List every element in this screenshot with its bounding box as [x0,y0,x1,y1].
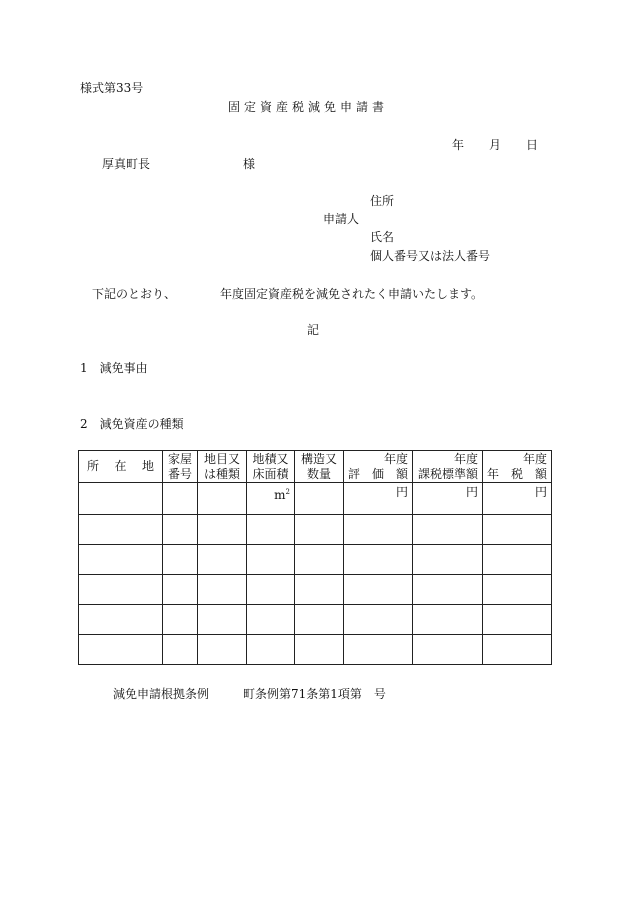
tax-amount-unit-cell[interactable] [483,483,552,515]
table-cell[interactable] [344,545,413,575]
table-cell[interactable] [295,575,344,605]
table-cell[interactable] [198,483,247,515]
table-cell[interactable] [295,635,344,665]
name-label: 氏名 [370,230,395,244]
header-land-category [198,451,247,483]
table-cell[interactable] [163,483,198,515]
table-row [79,515,552,545]
table-cell[interactable] [413,575,483,605]
section-assets-heading: 2 減免資産の種類 [80,417,184,431]
valuation-unit-cell[interactable] [344,483,413,515]
header-tax-amount-line1: 年度 [522,451,547,466]
header-land-category-line1: 地目又 [203,451,240,466]
table-cell[interactable] [483,545,552,575]
table-row [79,545,552,575]
header-house-number [163,451,198,483]
addressee-honorific: 様 [243,157,256,171]
table-cell[interactable] [413,605,483,635]
table-cell[interactable] [198,545,247,575]
table-cell[interactable] [163,575,198,605]
table-cell[interactable] [79,605,163,635]
table-row [79,575,552,605]
applicant-label: 申請人 [323,212,360,226]
table-cell[interactable] [247,515,295,545]
area-unit: $m^2$ [274,488,290,502]
document-title: 固定資産税減免申請書 [228,100,389,114]
table-cell[interactable] [413,635,483,665]
header-structure-line2: 数量 [306,466,331,481]
table-cell[interactable] [198,635,247,665]
table-cell[interactable] [79,635,163,665]
table-cell[interactable] [483,515,552,545]
header-land-category-line2: は種類 [203,466,240,481]
date-day-label: 日 [526,138,539,152]
header-taxable-standard-line1: 年度 [453,451,478,466]
header-area-line2: 床面積 [252,466,289,481]
table-cell[interactable] [413,515,483,545]
body-text: 年度固定資産税を減免されたく申請いたします。 [220,287,484,301]
header-valuation-line1: 年度 [383,451,408,466]
table-cell[interactable] [295,545,344,575]
table-cell[interactable] [198,605,247,635]
date-year-label: 年 [452,138,465,152]
header-house-number-line1: 家屋 [167,451,192,466]
table-cell[interactable] [247,605,295,635]
table-cell[interactable] [163,545,198,575]
table-cell[interactable] [163,605,198,635]
table-cell[interactable] [344,605,413,635]
taxable-standard-unit: 円 [465,485,478,499]
header-structure [295,451,344,483]
form-number: 様式第33号 [80,81,144,95]
header-location: 所在地 [79,451,163,483]
basis-ordinance-value: 町条例第71条第1項第 号 [243,687,386,701]
table-cell[interactable] [247,575,295,605]
table-cell[interactable] [413,545,483,575]
table-cell[interactable] [295,483,344,515]
table-cell[interactable] [295,605,344,635]
header-house-number-line2: 番号 [167,466,192,481]
date-line [452,139,538,151]
table-row [79,605,552,635]
assets-table [78,450,552,665]
table-cell[interactable] [247,545,295,575]
valuation-unit: 円 [395,485,408,499]
header-structure-line1: 構造又 [300,451,337,466]
table-cell[interactable] [344,635,413,665]
ki-heading: 記 [307,323,320,337]
table-row [79,635,552,665]
table-cell[interactable] [483,635,552,665]
area-unit-cell[interactable] [247,483,295,515]
table-cell[interactable] [344,515,413,545]
basis-ordinance-label: 減免申請根拠条例 [113,687,210,701]
table-cell[interactable] [79,545,163,575]
header-tax-amount [483,451,552,483]
address-label: 住所 [370,194,395,208]
date-month-label: 月 [489,138,502,152]
table-cell[interactable] [247,635,295,665]
header-area [247,451,295,483]
body-text-lead: 下記のとおり、 [92,287,177,301]
header-tax-amount-line2: 年税額 [487,466,547,481]
table-cell[interactable] [79,515,163,545]
table-cell[interactable] [79,483,163,515]
taxable-standard-unit-cell[interactable] [413,483,483,515]
table-cell[interactable] [344,575,413,605]
table-cell[interactable] [483,605,552,635]
header-valuation-line2: 評価額 [348,466,408,481]
header-area-line1: 地積又 [252,451,289,466]
tax-amount-unit: 円 [534,485,547,499]
table-row [79,483,552,515]
table-cell[interactable] [163,635,198,665]
header-taxable-standard-line2: 課税標準額 [417,466,478,481]
header-valuation [344,451,413,483]
addressee-name: 厚真町長 [102,157,151,171]
table-cell[interactable] [198,515,247,545]
table-cell[interactable] [483,575,552,605]
header-taxable-standard [413,451,483,483]
table-cell[interactable] [198,575,247,605]
table-cell[interactable] [163,515,198,545]
table-cell[interactable] [295,515,344,545]
table-cell[interactable] [79,575,163,605]
table-header-row [79,451,552,483]
section-reason-heading: 1 減免事由 [80,361,148,375]
id-number-label: 個人番号又は法人番号 [370,249,491,263]
